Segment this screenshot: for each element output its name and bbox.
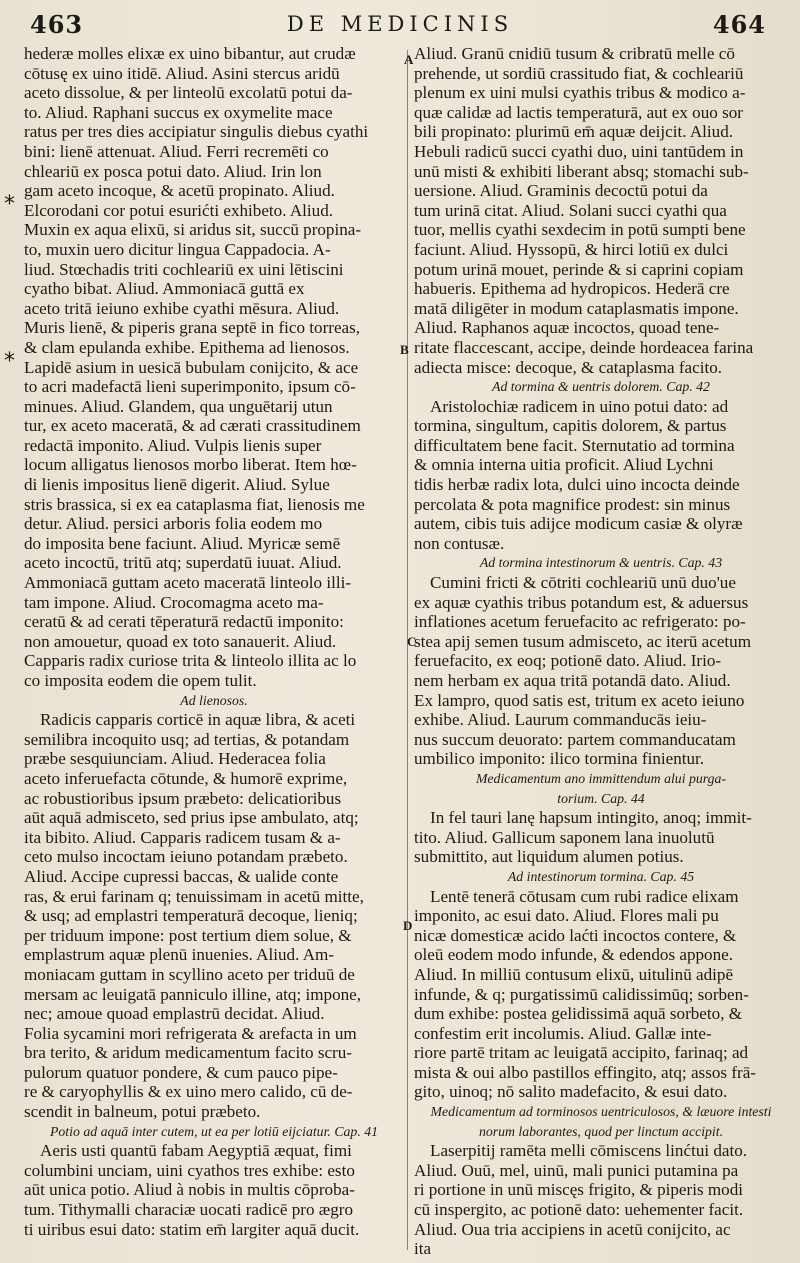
text-line: bra terito, & aridum medicamentum facito scru-: [24, 1043, 352, 1063]
text-line: Cumini fricti & cōtriti cochleariū unū duo'ue: [430, 573, 736, 593]
right-column: [414, 44, 788, 1259]
chapter-heading: Ad tormina & uentris dolorem. Cap. 42: [492, 379, 710, 395]
text-line: & usq; ad emplastri temperaturā decoque, lieniq;: [24, 906, 358, 926]
text-line: non contusæ.: [414, 533, 505, 553]
text-line: moniacam guttam in scyllino aceto per triduū de: [24, 964, 355, 984]
text-line: aceto dissolue, & per linteolū excolatū potui da-: [24, 83, 353, 103]
chapter-heading: torium. Cap. 44: [557, 790, 645, 806]
text-line: locum alligatus lienosos morbo liberat. Item hœ-: [24, 455, 357, 475]
text-line: bili propinato: plurimū em̄ aquæ deijcit. Aliud.: [414, 122, 734, 142]
column-divider: [407, 50, 408, 1250]
text-line: ras, & erui farinam q; tenuissimam in acetū mitte,: [24, 886, 364, 906]
text-line: liud. Stœchadis triti cochleariū ex uini lētiscini: [24, 259, 344, 279]
text-line: tum. Tithymalli characiæ uocati radicē pro ægro: [24, 1200, 353, 1220]
text-line: oleū eodem modo infunde, & edendos appone.: [414, 945, 734, 965]
margin-letter-b: B: [400, 342, 409, 357]
text-line: riore partē tritam ac leuigatā accipito, farinaq; ad: [414, 1043, 749, 1063]
text-line: hederæ molles elixæ ex uino bibantur, aut crudæ: [24, 44, 356, 63]
chapter-heading: Ad intestinorum tormina. Cap. 45: [507, 868, 695, 884]
text-line: & omnia interna uitia proficit. Aliud Lychni: [414, 455, 714, 475]
page-number-left: 463: [30, 10, 84, 39]
text-line: nem herbam ex aqua tritā potandā dato. Aliud.: [414, 671, 731, 690]
text-line: ex aquæ cyathis tribus potandum est, & aduersus: [414, 592, 749, 612]
text-line: Aliud. In milliū contusum elixū, uitulinū adipē: [414, 964, 734, 984]
margin-asterisk-2: *: [4, 349, 15, 374]
text-line: co imposita eodem die opem tulit.: [24, 671, 257, 690]
text-line: confestim erit incolumis. Aliud. Gallæ inte-: [414, 1023, 712, 1043]
text-line: do imposita bene faciunt. Aliud. Myricæ semē: [24, 533, 341, 553]
text-line: Folia sycamini mori refrigerata & arefacta in um: [24, 1023, 357, 1043]
text-line: exhibe. Aliud. Laurum commanducās ieiu-: [414, 710, 707, 730]
text-line: uersione. Aliud. Graminis decoctū potui da: [414, 181, 708, 201]
text-line: ceratū & ad cerati tēperaturā redactū imponito:: [24, 612, 344, 632]
text-line: ita: [414, 1239, 432, 1259]
chapter-heading: Ad lienosos.: [180, 692, 248, 708]
text-line: habueris. Epithema ad hydropicos. Hederā cre: [414, 279, 730, 299]
text-line: Aeris usti quantū fabam Aegyptiā æquat, fimi: [40, 1141, 352, 1161]
text-line: aceto incoctū, tritū atq; superdatū iuuat. Aliud.: [24, 553, 342, 573]
text-line: difficultatem bene facit. Sternutatio ad tormina: [414, 435, 735, 455]
text-line: redactā imponito. Aliud. Vulpis lienis super: [24, 435, 322, 455]
text-line: aūt aquā admisceto, sed prius ipse ambulato, atq;: [24, 808, 359, 828]
text-line: matā diligēter in modum cataplasmatis impone.: [414, 298, 739, 318]
text-line: prehende, ut sordiū crassitudo fiat, & cochleariū: [414, 63, 744, 83]
text-line: imponito, ac esui dato. Aliud. Flores mali pu: [414, 906, 719, 926]
text-line: gito, uinoq; nō salito madefacito, & esui dato.: [414, 1082, 728, 1102]
text-line: Aliud. Accipe cupressi baccas, & ualide conte: [24, 866, 339, 886]
text-line: nus succum deuorato: partem commanducatam: [414, 729, 736, 749]
text-line: Laserpitij ramēta melli cōmiscens linćtui dato.: [430, 1141, 748, 1161]
margin-asterisk-1: *: [4, 192, 15, 217]
text-line: non amouetur, quoad ex toto sanauerit. Aliud.: [24, 631, 337, 651]
text-line: emplastrum aquæ plenū inuenies. Aliud. Am-: [24, 945, 335, 965]
text-line: umbilico imponito: ilico tormina finientur.: [414, 749, 705, 769]
text-line: per triduum impone: post tertium diem solue, &: [24, 925, 352, 945]
text-line: Radicis capparis corticē in aquæ libra, & aceti: [40, 710, 356, 730]
chapter-heading: Medicamentum ano immittendum alui purga-: [475, 770, 727, 786]
text-line: Muxin ex aqua elixū, si aridus sit, succū propina-: [24, 220, 362, 240]
text-line: Aliud. Oua tria accipiens in acetū conijcito, ac: [414, 1219, 731, 1239]
text-line: mersam ac leuigatā panniculo illine, atq; impone,: [24, 984, 362, 1004]
text-line: Ex lampro, quod satis est, tritum ex aceto ieiuno: [414, 690, 745, 710]
text-line: to. Aliud. Raphani succus ex oxymelite mace: [24, 102, 333, 122]
text-line: chleariū ex posca potui dato. Aliud. Irin lon: [24, 161, 322, 181]
text-line: faciunt. Aliud. Hyssopū, & hirci lotiū ex dulci: [414, 239, 729, 259]
text-line: quæ calidæ ad lactis temperaturā, aut ex ouo sor: [414, 102, 743, 122]
text-line: Ammoniacā guttam aceto maceratā linteolo illi-: [24, 573, 352, 593]
left-column: [24, 44, 404, 1239]
text-line: to, muxin uero dicitur lingua Cappadocia. A-: [24, 239, 331, 259]
text-line: pulorum quatuor pondere, & cum pauco pipe-: [24, 1062, 338, 1082]
text-line: inflationes acetum feruefacito ac refrigerato: po-: [414, 612, 746, 632]
text-line: Aristolochiæ radicem in uino potui dato: ad: [430, 396, 729, 416]
text-line: columbini unciam, uini cyathos tres exhibe: esto: [24, 1160, 355, 1180]
text-line: stris brassica, si ex ea cataplasma fiat, lienosis me: [24, 494, 365, 514]
text-line: dum exhibe: postea gelidissimā aquā sorbeto, &: [414, 1004, 743, 1024]
margin-letter-a: A: [404, 52, 414, 67]
text-line: plenum ex uini mulsi cyathis tribus & modico a-: [414, 83, 746, 103]
text-line: cyatho bibat. Aliud. Ammoniacā guttā ex: [24, 279, 305, 299]
text-line: ti uiribus esui dato: statim em̄ largiter aquā ducit.: [24, 1219, 360, 1239]
text-line: scendit in balneum, potui præbeto.: [24, 1102, 261, 1122]
text-line: Lentē tenerā cōtusam cum rubi radice elixam: [430, 886, 739, 906]
text-line: minues. Aliud. Glandem, qua unguētarij utun: [24, 396, 333, 416]
text-line: aceto inferuefacta cōtunde, & humorē exprime,: [24, 768, 348, 788]
text-line: nicæ domesticæ acido laćti incoctos contere, &: [414, 925, 737, 945]
text-line: tidis herbæ radix lota, dulci uino incocta deinde: [414, 475, 740, 495]
text-line: Lapidē asium in uesicā bubulam conijcito, & ace: [24, 357, 359, 377]
margin-letter-d: D: [403, 918, 413, 933]
text-line: ri portione in unū miscęs frigito, & piperis modi: [414, 1180, 744, 1200]
chapter-heading: Potio ad aquā inter cutem, ut ea per lotiū eijciatur. Cap. 41: [49, 1123, 379, 1139]
text-line: tur, ex aceto maceratā, & ad cærati crassitudinem: [24, 416, 361, 436]
text-line: Capparis radix curiose trita & linteolo illita ac lo: [24, 651, 357, 671]
text-line: unū misti & exhibiti liberant absq; stomachi sub-: [414, 161, 749, 181]
text-line: ratus per tres dies accipiatur singulis diebus cyathi: [24, 122, 369, 142]
text-line: Aliud. Raphanos aquæ incoctos, quoad tene-: [414, 318, 720, 338]
text-line: ac robustioribus ipsum præbeto: delicatioribus: [24, 788, 342, 808]
text-line: Aliud. Granū cnidiū tusum & cribratū melle cō: [414, 44, 735, 63]
page-number-right: 464: [712, 10, 766, 39]
text-line: tuor, mellis cyathi sexdecim in potū sumpti bene: [414, 220, 746, 240]
chapter-heading: Medicamentum ad torminosos uentriculosos, & læuore intesti: [430, 1104, 772, 1120]
text-line: Aliud. Ouū, mel, uinū, mali punici putamina pa: [414, 1160, 739, 1180]
text-line: Muris lienē, & piperis grana septē in fico torreas,: [24, 318, 361, 338]
text-line: ceto mulso incoctam ieiuno potandam præbeto.: [24, 847, 348, 867]
chapter-heading: norum laborantes, quod per linctum accipit.: [478, 1123, 724, 1139]
text-line: gam aceto incoque, & acetū propinato. Aliud.: [24, 181, 335, 201]
text-line: aūt unica potio. Aliud à nobis in multis cōproba-: [24, 1180, 355, 1200]
text-line: stea apij semen tusum admisceto, ac iterū acetum: [414, 631, 752, 651]
text-line: tum urinā citat. Aliud. Solani succi cyathi qua: [414, 200, 727, 220]
text-line: cōtusę ex uino itidē. Aliud. Asini stercus aridū: [24, 63, 340, 83]
text-line: tam impone. Aliud. Crocomagma aceto ma-: [24, 592, 324, 612]
text-line: tito. Aliud. Gallicum saponem lana inuolutū: [414, 827, 715, 847]
chapter-heading: Ad tormina intestinorum & uentris. Cap. 43: [479, 555, 723, 571]
text-line: submittito, aut liquidum alumen potius.: [414, 847, 684, 867]
text-line: re & caryophyllis & ex uino mero calido, cū de-: [24, 1082, 353, 1102]
margin-letter-c: C: [407, 634, 417, 649]
text-line: detur. Aliud. persici arboris folia eodem mo: [24, 514, 323, 534]
text-line: Hebuli radicū succi cyathi duo, uini tantūdem in: [414, 141, 744, 161]
text-line: percolata & pota magnifice prodest: sin minus: [414, 494, 731, 514]
text-line: tormina, singultum, capitis dolorem, & partus: [414, 416, 727, 436]
text-line: to acri madefactā lieni superimponito, ipsum cō-: [24, 377, 356, 397]
text-line: di lienis impositus lienē digerit. Aliud. Sylue: [24, 475, 330, 495]
text-line: cū inspergito, ac potionē dato: uehementer facit.: [414, 1200, 744, 1220]
text-line: & clam epulanda exhibe. Epithema ad lienosos.: [24, 337, 350, 357]
text-line: adiecta misce: decoque, & cataplasma facito.: [414, 357, 723, 377]
text-line: semilibra incoquito usq; ad tertias, & potandam: [24, 729, 350, 749]
text-line: ritate flaccescant, accipe, deinde hordeacea farina: [414, 337, 754, 357]
text-line: potum urinā mouet, perinde & si caprini copiam: [414, 259, 744, 279]
text-line: mista & oui albo pastillos effingito, atq; assos frā-: [414, 1062, 756, 1082]
text-line: feruefacito, ex eoq; potionē dato. Aliud. Irio-: [414, 651, 722, 671]
text-line: infunde, & q; purgatissimū calidissimūq; sorben-: [414, 984, 749, 1004]
text-line: bini: lienē attenuat. Aliud. Ferri recremēti co: [24, 141, 329, 161]
text-line: In fel tauri lanę hapsum intingito, anoq; immit-: [430, 808, 752, 828]
running-head: DE MEDICINIS: [286, 12, 514, 36]
text-line: autem, cibis tuis adijce modicum casiæ & olyræ: [414, 514, 743, 534]
text-line: ita bibito. Aliud. Capparis radicem tusam & a-: [24, 827, 341, 847]
text-line: Elcorodani cor potui esurićti exhibeto. Aliud.: [24, 200, 334, 220]
page-header: [0, 0, 800, 44]
text-line: præbe sesquiunciam. Aliud. Hederacea folia: [24, 749, 326, 769]
text-line: aceto tritā ieiuno exhibe cyathi mēsura. Aliud.: [24, 298, 340, 318]
text-line: nec; amoue quoad emplastrū decidat. Aliud.: [24, 1004, 325, 1024]
